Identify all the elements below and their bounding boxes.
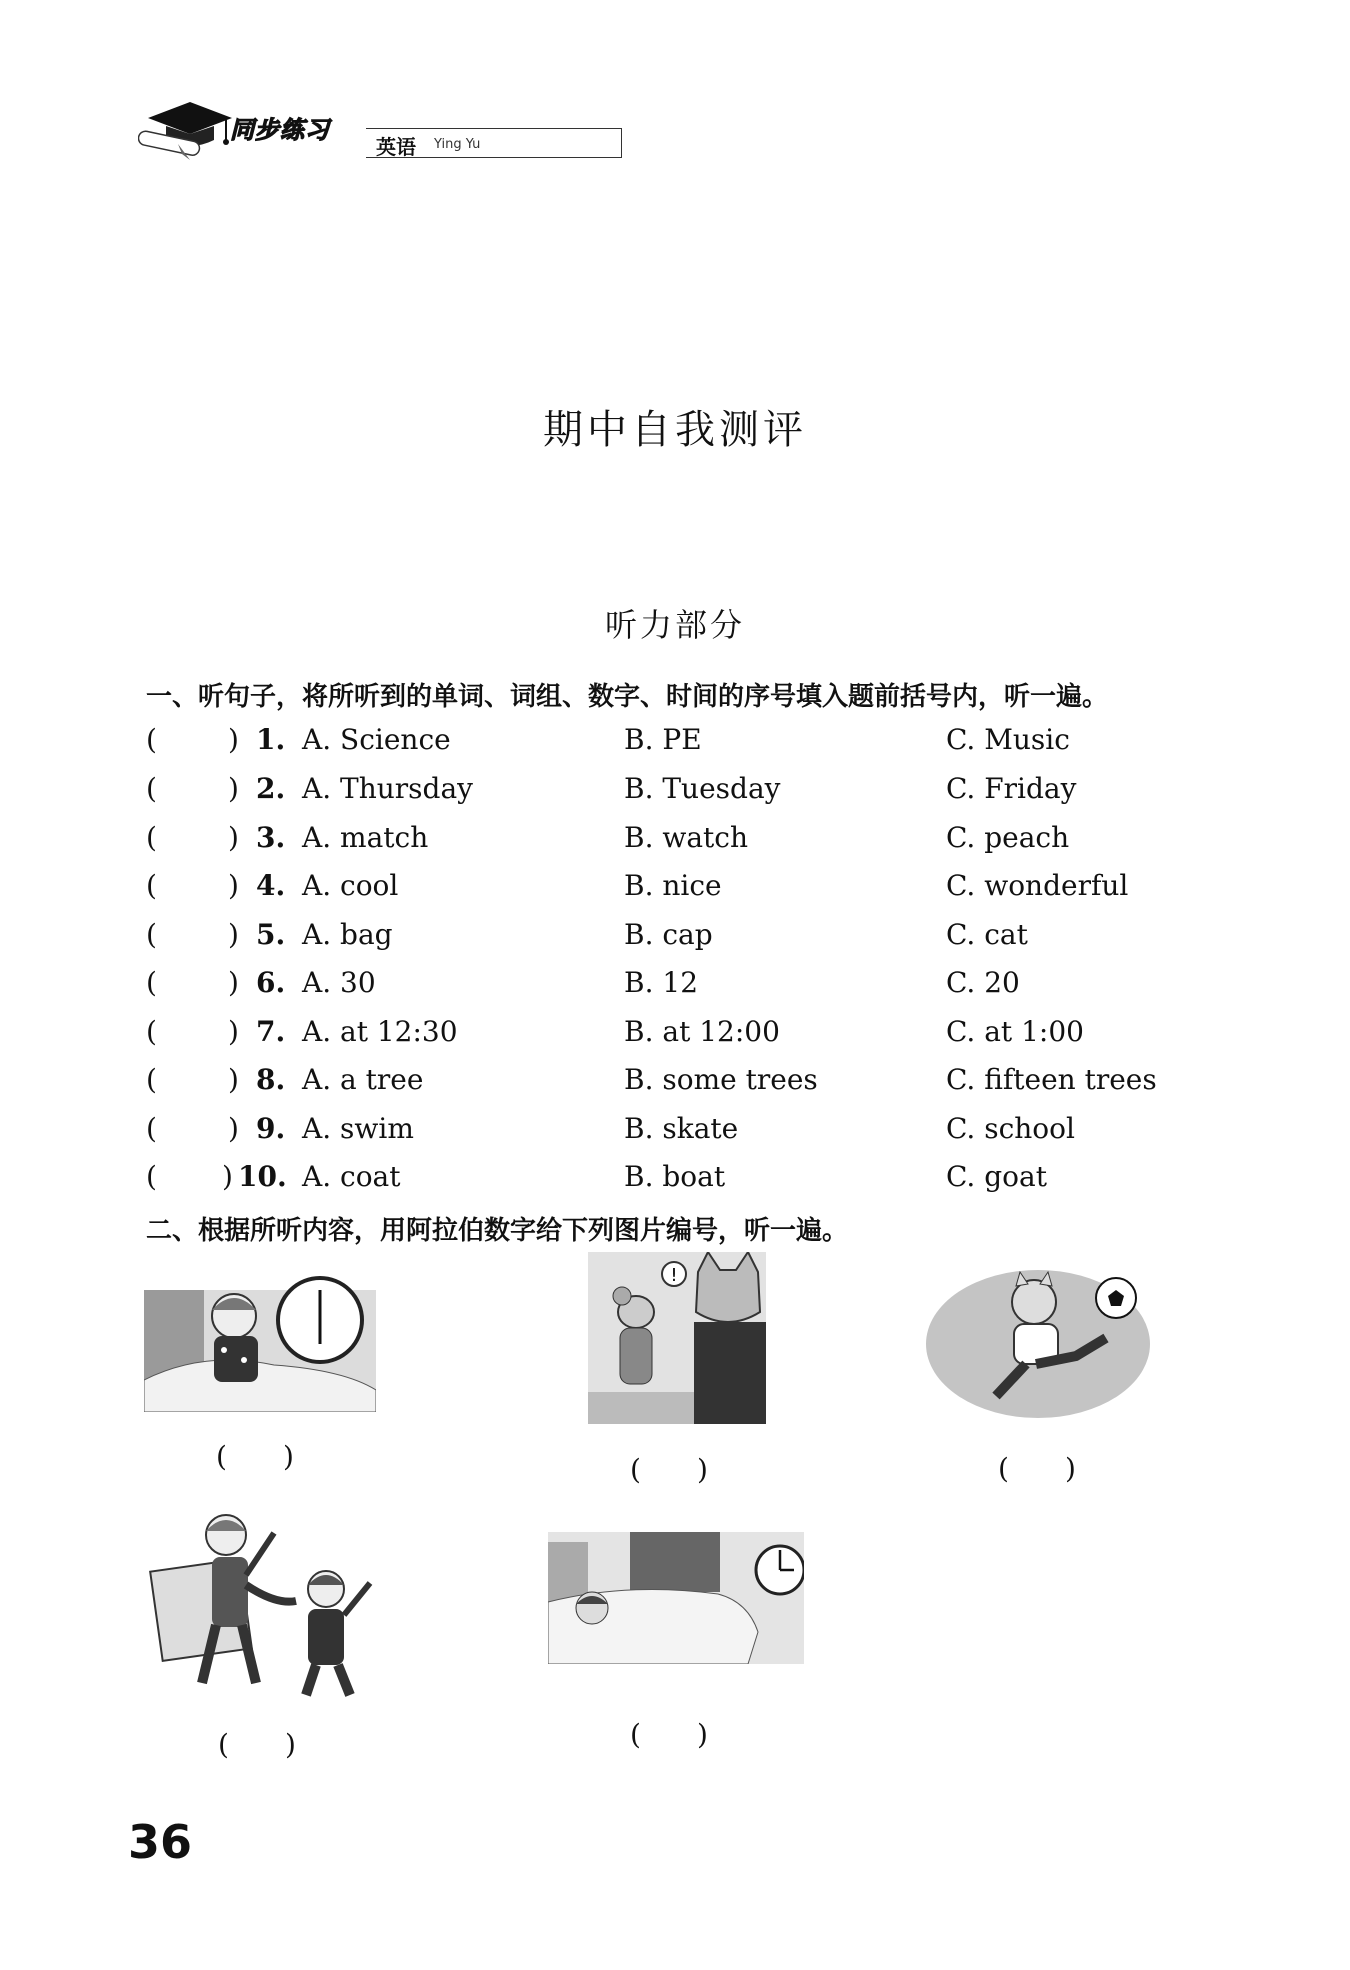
answer-blank[interactable]: ( ) <box>630 1453 708 1486</box>
answer-blank[interactable]: ( ) <box>998 1452 1076 1485</box>
question-number: 7. <box>256 1015 286 1048</box>
option-c: C. 20 <box>946 966 1020 999</box>
option-a: A. cool <box>302 869 399 902</box>
question-row: ( ) 7. A. at 12:30 B. at 12:00 C. at 1:00 <box>146 1015 1084 1048</box>
question-row: ( ) 8. A. a tree B. some trees C. fifteen trees <box>146 1063 1157 1096</box>
question-number: 8. <box>256 1063 286 1096</box>
option-c: C. wonderful <box>946 869 1129 902</box>
option-c: C. Music <box>946 723 1070 756</box>
mouse-and-cat-picture <box>588 1252 766 1424</box>
option-c: C. Friday <box>946 772 1077 805</box>
question-number: 5. <box>256 918 286 951</box>
option-b: B. boat <box>624 1160 726 1193</box>
option-c: C. goat <box>946 1160 1047 1193</box>
option-a: A. Thursday <box>302 772 473 805</box>
option-b: B. 12 <box>624 966 699 999</box>
svg-text:!: ! <box>670 1265 678 1286</box>
option-b: B. Tuesday <box>624 772 781 805</box>
option-a: A. match <box>302 821 429 854</box>
option-b: B. nice <box>624 869 722 902</box>
question-row: ( ) 5. A. bag B. cap C. cat <box>146 918 1028 951</box>
answer-blank[interactable]: ( ) <box>630 1718 708 1751</box>
subject-pinyin: Ying Yu <box>434 137 481 152</box>
child-sleeping-clock-picture <box>548 1532 804 1664</box>
series-brand: 同步练习 <box>230 116 330 144</box>
page-header <box>138 96 498 162</box>
answer-blank[interactable]: ( ) <box>216 1440 294 1473</box>
question-row: ( ) 10. A. coat B. boat C. goat <box>146 1160 1047 1193</box>
question-row: ( ) 1. A. Science B. PE C. Music <box>146 723 1070 756</box>
option-a: A. swim <box>302 1112 414 1145</box>
option-a: A. bag <box>302 918 393 951</box>
question-number: 3. <box>256 821 286 854</box>
option-c: C. peach <box>946 821 1070 854</box>
option-c: C. fifteen trees <box>946 1063 1157 1096</box>
answer-blank[interactable]: ( ) <box>218 1728 296 1761</box>
part2-instruction: 二、根据所听内容，用阿拉伯数字给下列图片编号，听一遍。 <box>146 1216 849 1246</box>
subject-label-box <box>366 128 622 158</box>
question-number: 6. <box>256 966 286 999</box>
cat-playing-football-picture <box>926 1256 1162 1422</box>
question-number: 9. <box>256 1112 286 1145</box>
option-b: B. PE <box>624 723 702 756</box>
option-c: C. school <box>946 1112 1075 1145</box>
question-row: ( ) 4. A. cool B. nice C. wonderful <box>146 869 1129 902</box>
option-c: C. cat <box>946 918 1028 951</box>
boy-waking-up-clock-picture <box>144 1270 376 1412</box>
boys-playing-picture <box>146 1505 386 1701</box>
question-number: 10. <box>238 1160 287 1193</box>
option-b: B. at 12:00 <box>624 1015 780 1048</box>
question-row: ( ) 3. A. match B. watch C. peach <box>146 821 1070 854</box>
option-b: B. skate <box>624 1112 739 1145</box>
question-number: 2. <box>256 772 286 805</box>
question-row: ( ) 2. A. Thursday B. Tuesday C. Friday <box>146 772 1077 805</box>
question-row: ( ) 9. A. swim B. skate C. school <box>146 1112 1075 1145</box>
part1-instruction: 一、听句子，将所听到的单词、词组、数字、时间的序号填入题前括号内，听一遍。 <box>146 682 1109 712</box>
section-title: 听力部分 <box>604 606 745 644</box>
option-a: A. 30 <box>302 966 376 999</box>
page-number: 36 <box>128 1815 193 1869</box>
option-a: A. coat <box>302 1160 401 1193</box>
option-b: B. some trees <box>624 1063 818 1096</box>
subject-label: 英语 <box>376 135 416 159</box>
option-b: B. cap <box>624 918 713 951</box>
graduation-cap-icon <box>138 96 238 162</box>
option-a: A. a tree <box>302 1063 424 1096</box>
question-row: ( ) 6. A. 30 B. 12 C. 20 <box>146 966 1020 999</box>
question-number: 1. <box>256 723 286 756</box>
option-a: A. at 12:30 <box>302 1015 458 1048</box>
option-c: C. at 1:00 <box>946 1015 1084 1048</box>
page-title: 期中自我测评 <box>543 407 807 453</box>
option-b: B. watch <box>624 821 749 854</box>
question-number: 4. <box>256 869 286 902</box>
option-a: A. Science <box>302 723 451 756</box>
